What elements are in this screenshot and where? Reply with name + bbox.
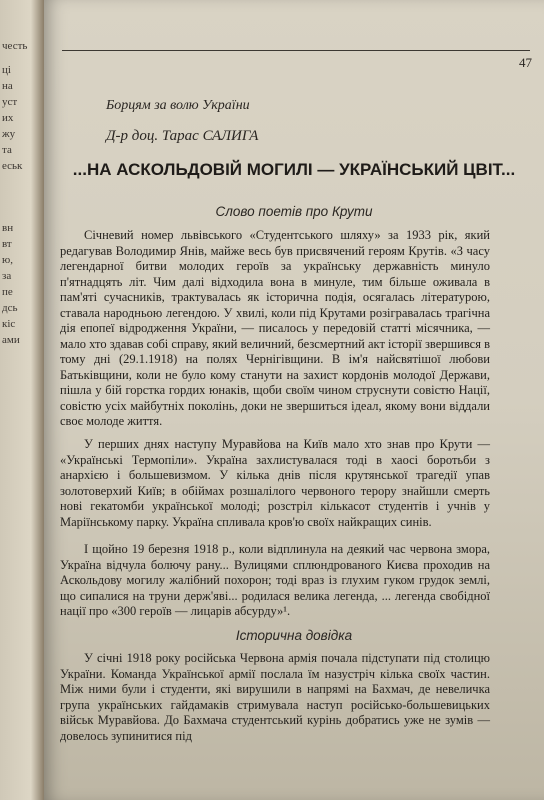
facing-page-fragment: честь — [2, 40, 28, 52]
article-title: ...НА АСКОЛЬДОВІЙ МОГИЛІ — УКРАЇНСЬКИЙ ЦВІТ... — [72, 160, 516, 179]
section-heading: Історична довідка — [235, 628, 353, 643]
section-paragraph: У січні 1918 року російська Червона армія почала підступати під столицю України. Команда Української армії послала їм назустріч кілька своїх частин. Між ними були і студенти, які вирушили в напрямі на Бахмач, де невеличка група українських гайдамаків стримувала наступ російсько-большевицьких військ Муравйова. До Бахмача студентський курінь добратись уже не зумів — довелось зупинитися під — [60, 651, 490, 743]
facing-page-fragment: ами — [2, 334, 20, 346]
facing-page-edge — [0, 0, 44, 800]
facing-page-fragment: та — [2, 144, 12, 156]
article-subtitle: Слово поетів про Крути — [215, 204, 373, 219]
page-number: 47 — [519, 55, 532, 70]
facing-page-fragment: вт — [2, 238, 12, 250]
body-paragraph: У перших днях наступу Муравйова на Київ мало хто знав про Крути — «Українські Термопіли». Україна захлистувалася тоді в хаосі боротьби з анархією і большевизмом. У кілька днів після крутянської трагедії упав золотоверхий Київ; в обіймах розшалілого червоного терору знайшли смерть нові гекатомби української молоді; розстріл кількасот студентів і учнів у Маріїнському парку. Україна спливала кров'ю своїх найкращих синів. — [60, 437, 490, 529]
book-page — [44, 0, 544, 800]
facing-page-fragment: их — [2, 112, 14, 124]
facing-page-fragment: жу — [2, 128, 16, 140]
facing-page-fragment: вн — [2, 222, 14, 234]
facing-page-fragment: дсь — [2, 302, 18, 314]
facing-page-fragment: за — [2, 270, 12, 282]
facing-page-fragment: уст — [2, 96, 18, 108]
facing-page-fragment: на — [2, 80, 13, 92]
facing-page-fragment: ці — [2, 64, 11, 76]
author-line: Д-р доц. Тарас САЛИГА — [106, 128, 259, 144]
body-paragraph: І щойно 19 березня 1918 р., коли відплинула на деякий час червона змора, Україна відчула болючу рану... Вулицями сплюндрованого Києва проходив на Аскольдову могилу жалібний похорон; тоді враз із глухим гуком грудок землі, що сипалися на труни держ'яві... родилася велика легенда, ... легенда свобідної нації про «300 героїв — лицарів абсурду»¹. — [60, 542, 490, 618]
facing-page-fragment: пе — [2, 286, 13, 298]
facing-page-fragment: ю, — [2, 254, 13, 266]
dedication: Борцям за волю України — [106, 98, 250, 113]
header-rule — [62, 50, 530, 51]
facing-page-fragment: еськ — [2, 160, 23, 172]
facing-page-fragment: кіс — [2, 318, 16, 330]
body-paragraph: Січневий номер львівського «Студентського шляху» за 1933 рік, який редагував Володимир Янів, майже весь був присвячений героям Крутів. «З часу легендарної битви молодих героїв за українську державність минуло п'ятнадцять літ. Чим далі відходила вона в минуле, тим більше оживала в пам'яті сучасників, трактувалась як історична подія, осягалась літературою, ставала народньою легендою. У хвилі, коли під Крутами розігравалась трагічна дія епопеї відродження України, — писалось у передовій статті місячника, — мало хто здавав собі справу, який величний, безсмертний акт історії звершився в тому дні (29.1.1918) на полях Чернігівщини. В ім'я найсвятішої любови Батьківщини, коли не було кому станути на захист кордонів молодої Держави, пішла у бій горстка гордих юнаків, щоби своїм чином струснути совістю Нації, совістю усіх майбутніх поколінь, доки не звершиться ідеал, якому вони віддали своє молоде життя. — [60, 228, 490, 428]
